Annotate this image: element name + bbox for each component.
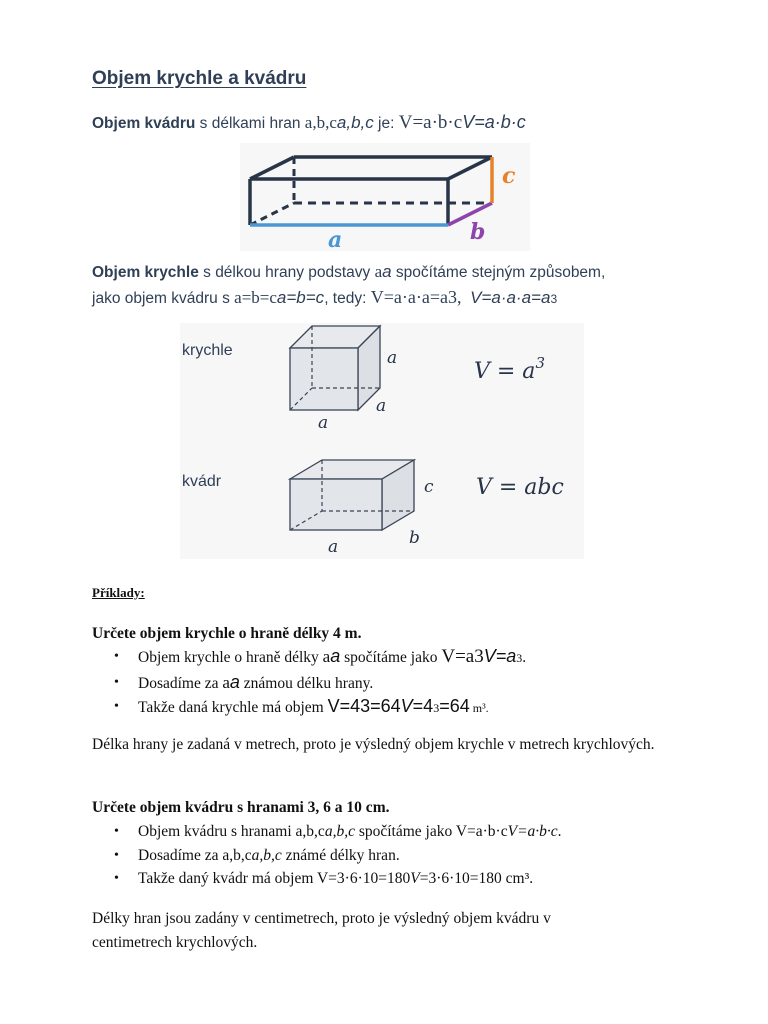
text-span: Dosadíme za xyxy=(138,846,223,864)
examples-heading: Příklady: xyxy=(92,585,145,600)
label-b: b xyxy=(470,219,486,245)
math-plain: a xyxy=(374,262,383,281)
math-italic: a xyxy=(382,262,392,281)
list-item xyxy=(92,671,526,696)
box-formula: V = abc xyxy=(476,475,564,500)
cube-label-a-height: a xyxy=(387,348,398,368)
text-span: známou délku hrany. xyxy=(239,674,374,692)
math-plain: a=b=c xyxy=(234,288,277,307)
math-italic: a,b,c xyxy=(324,823,355,840)
list-item xyxy=(92,645,526,671)
math-plain: =64 xyxy=(439,696,470,716)
krychle-label: krychle xyxy=(182,342,233,359)
list-item xyxy=(92,695,526,721)
label-c: c xyxy=(502,163,516,189)
math-plain: =4 xyxy=(412,696,434,716)
math-italic: a,b,c xyxy=(336,113,374,132)
page-title: Objem krychle a kvádru xyxy=(92,68,307,89)
math-plain: V=a·a·a=a3, xyxy=(370,287,462,307)
math-italic: V=a xyxy=(483,646,517,666)
math-italic: a xyxy=(229,671,240,692)
math-italic: V=a·b·c xyxy=(507,823,558,840)
question-1-steps xyxy=(92,645,526,721)
list-item xyxy=(92,867,562,891)
text-span: známé délky hran. xyxy=(281,846,400,864)
text-span: . xyxy=(522,649,527,666)
text-span: , tedy: xyxy=(324,290,371,307)
question-2-steps xyxy=(92,820,562,891)
math-plain: a,b,c xyxy=(222,846,252,864)
text-span: . xyxy=(557,823,562,840)
paragraph-cuboid-volume xyxy=(92,110,526,136)
math-exponent: 3 xyxy=(433,701,440,715)
cube-label-a-bottom: a xyxy=(318,413,329,433)
math-italic: a,b,c xyxy=(251,846,282,864)
math-italic: V=a·b·c xyxy=(462,112,526,132)
math-italic: a xyxy=(330,646,341,666)
math-plain: a,b,c xyxy=(304,113,337,132)
cuboid-diagram xyxy=(240,143,530,251)
question-1: Určete objem krychle o hraně délky 4 m. xyxy=(92,625,362,642)
math-plain: a xyxy=(222,672,230,692)
kvadr-label: kvádr xyxy=(182,473,222,490)
question-2-note: Délky hran jsou zadány v centimetrech, proto je výsledný objem kvádru v centimetrech krychlových. xyxy=(92,910,551,951)
math-exponent: 3 xyxy=(550,292,558,306)
math-italic: V xyxy=(400,696,413,716)
math-exponent: 3 xyxy=(516,651,523,665)
math-plain: =3·6·10=180 cm³. xyxy=(419,870,534,887)
question-2: Určete objem kvádru s hranami 3, 6 a 10 cm. xyxy=(92,799,390,816)
cube-label-a-side: a xyxy=(376,396,387,416)
question-1-note: Délka hrany je zadaná v metrech, proto je výsledný objem krychle v metrech krychlových. xyxy=(92,736,655,753)
text-span: je: xyxy=(373,115,399,132)
text-span: spočítáme jako xyxy=(340,649,442,666)
cuboid-figure xyxy=(240,143,530,251)
list-item xyxy=(92,820,562,844)
math-italic: V xyxy=(410,870,420,887)
paragraph-cube-volume xyxy=(92,260,605,311)
cube-cuboid-diagram xyxy=(180,323,584,559)
list-item xyxy=(92,844,562,868)
math-italic: V=a·a·a=a xyxy=(470,288,551,307)
text-span: s délkou hrany podstavy xyxy=(198,264,375,281)
text-span: spočítáme stejným způsobem, xyxy=(391,264,606,281)
box-label-a: a xyxy=(328,537,339,557)
text-span: jako objem kvádru s xyxy=(92,290,235,307)
bold-term: Objem kvádru xyxy=(92,115,196,132)
text-span: Dosadíme za xyxy=(138,674,223,692)
text-span: Objem krychle o hraně délky xyxy=(138,649,323,666)
cube-formula: $V = a^3$ xyxy=(474,354,545,384)
unit: m³. xyxy=(469,701,489,715)
math-plain: a,b,c xyxy=(295,823,325,840)
math-plain: V=3·6·10=180 xyxy=(316,870,411,887)
bold-term: Objem krychle xyxy=(92,264,199,281)
text-span: Objem kvádru s hranami xyxy=(138,823,296,840)
math-plain: V=43=64 xyxy=(327,696,401,716)
cube-cuboid-figure xyxy=(180,323,584,559)
text-span: s délkami hran xyxy=(195,115,305,132)
math-plain: V=a·b·c xyxy=(455,823,508,840)
paragraph-line xyxy=(92,285,605,311)
box-label-c: c xyxy=(424,477,434,497)
math-italic: a=b=c xyxy=(276,288,325,307)
text-span: Takže daná krychle má objem xyxy=(138,699,328,716)
math-plain: V=a3 xyxy=(441,646,484,667)
math-plain: V=a·b·c xyxy=(398,112,463,133)
text-span: Takže daný kvádr má objem xyxy=(138,870,317,887)
paragraph-line xyxy=(92,260,605,285)
box-label-b: b xyxy=(409,528,420,548)
math-plain: a xyxy=(322,647,331,666)
text-span: spočítáme jako xyxy=(354,823,456,840)
label-a: a xyxy=(328,227,343,251)
